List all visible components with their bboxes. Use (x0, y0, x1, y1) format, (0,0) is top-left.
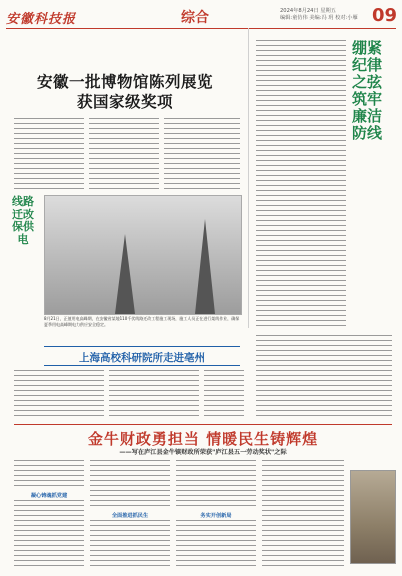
power-line-photo (44, 195, 242, 315)
story5-subhead-1: 凝心铸魂抓党建 (30, 493, 68, 499)
story2-vertical-title: 线路迁改保供电 (12, 195, 34, 246)
pylon-left (115, 234, 135, 314)
story5-body-col3-a (176, 460, 256, 510)
story4-body-left (256, 40, 346, 330)
photo-caption: 8月21日，正值用电高峰期，在安徽省某地110千伏线路迁改工程施工现场，施工人员正在进行架线作业，确保夏季用电高峰期电力供应安全稳定。 (44, 316, 240, 327)
story5-subheadline: ——写在庐江县金牛镇财政所荣获"庐江县五一劳动奖状"之际 (119, 449, 287, 456)
story5-subhead-3: 务实开创新局 (200, 513, 232, 519)
editor-line: 编辑:童仿伟 美编:冯 玥 校对:小雁 (280, 15, 358, 21)
story3-body-col1 (14, 370, 104, 420)
story5-body-col3-b (176, 520, 256, 570)
story4-vertical-headline: 绷紧纪律之弦 筑牢廉洁防线 (352, 39, 383, 142)
story1-body-col3 (164, 118, 240, 190)
date-line: 2024年8月24日 星期五 (280, 8, 336, 14)
newspaper-logo: 安徽科技报 (6, 12, 77, 27)
story1-headline-line1: 安徽一批博物馆陈列展览 (36, 72, 213, 91)
story5-body-col1-a (14, 460, 84, 490)
story5-body-col2-b (90, 520, 170, 570)
date-info (280, 8, 368, 22)
column-divider (248, 28, 249, 328)
story5-body-col2-a (90, 460, 170, 510)
story1-body-col1 (14, 118, 84, 190)
story5-photo (350, 470, 396, 564)
story1-body-col2 (89, 118, 159, 190)
story5-rule (14, 424, 392, 425)
section-title: 综合 (181, 10, 209, 26)
masthead (6, 6, 396, 29)
story3-rule-bottom (44, 365, 240, 366)
story3-headline: 上海高校科研院所走进亳州 (79, 352, 205, 364)
pylon-right (195, 219, 215, 314)
story1-headline-line2: 获国家级奖项 (76, 92, 173, 111)
story3-body-col2 (109, 370, 199, 420)
story5-body-col1-b (14, 500, 84, 570)
story1-headline (14, 72, 236, 112)
story5-body-col4 (262, 460, 344, 570)
story3-rule-top (44, 346, 240, 347)
story3-body-col3 (204, 370, 244, 420)
story5-subhead-2: 全面推进抓民生 (111, 513, 149, 519)
story5-headline: 金牛财政勇担当 情暖民生铸辉煌 (87, 430, 319, 448)
story4-body-bottom (256, 335, 392, 420)
page-number: 09 (372, 5, 398, 26)
